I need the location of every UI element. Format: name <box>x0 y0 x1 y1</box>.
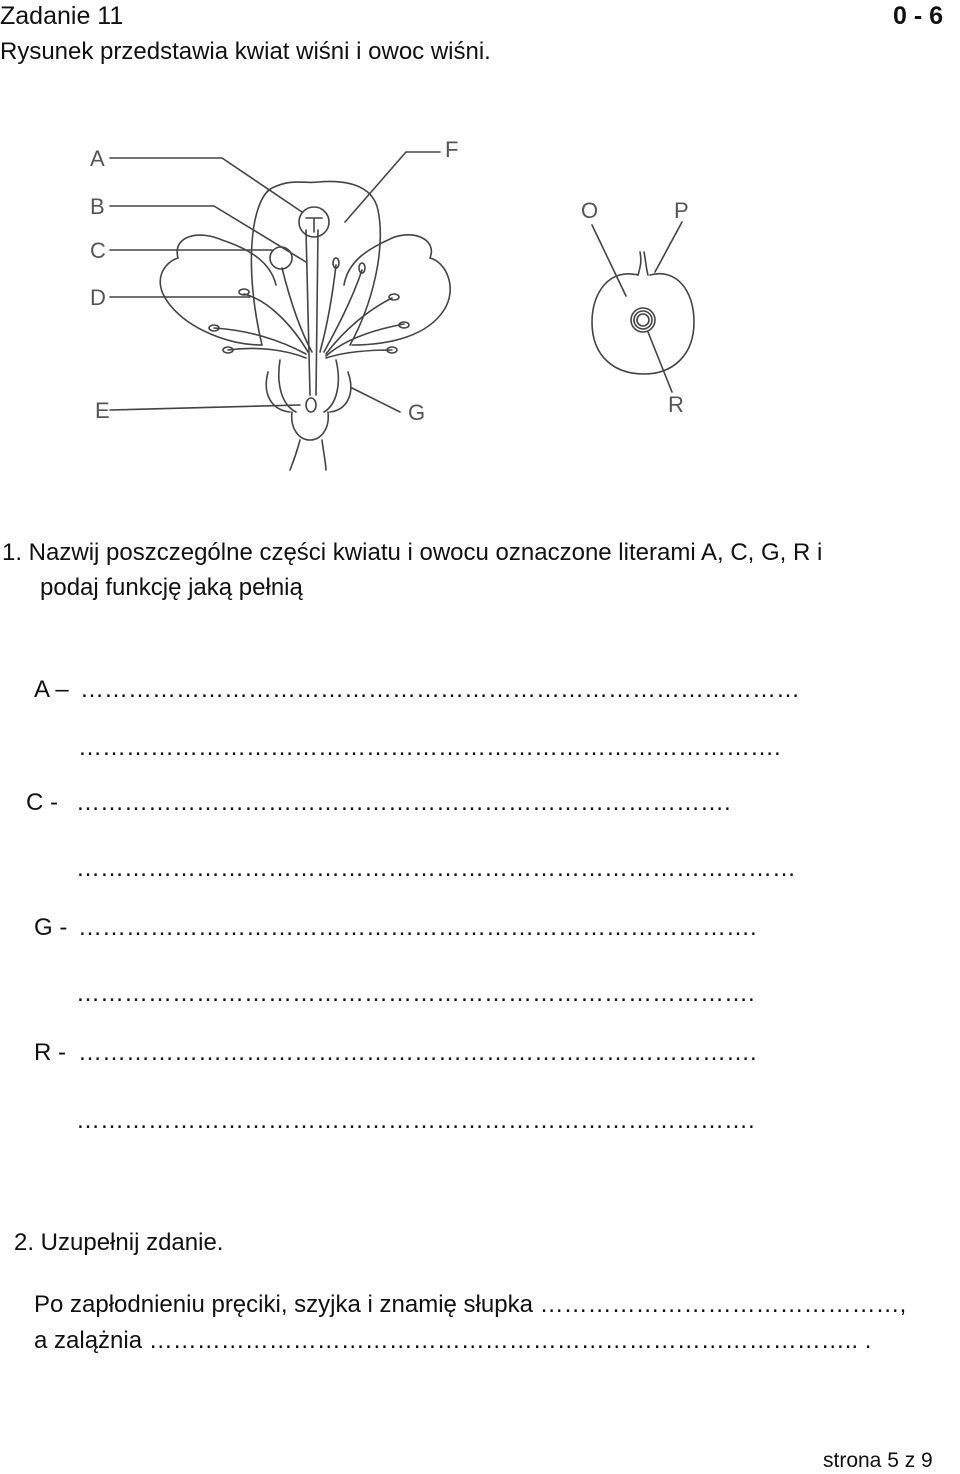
answer-g-prefix: G - <box>34 914 68 941</box>
answer-r-line1[interactable]: …………………………………………………………………………. <box>78 1039 757 1066</box>
ovary <box>306 398 316 412</box>
label-o: O <box>581 198 599 223</box>
question-2-sentence-line2[interactable]: a zalążnia …………………………………………………………………………….. . <box>34 1327 872 1354</box>
anther-circle <box>270 247 292 269</box>
label-r: R <box>668 392 684 417</box>
label-d: D <box>90 285 106 310</box>
answer-a-prefix: A – <box>34 676 69 703</box>
answer-a-line1[interactable]: ……………………………………………………………………………… <box>80 676 800 703</box>
page-number: strona 5 z 9 <box>823 1449 933 1472</box>
answer-r-prefix: R - <box>34 1039 66 1066</box>
question-2-heading: 2. Uzupełnij zdanie. <box>14 1229 224 1256</box>
question-2-sentence-line1[interactable]: Po zapłodnieniu pręciki, szyjka i znamię słupka ………………………………………, <box>34 1291 907 1318</box>
label-g: G <box>408 400 426 425</box>
answer-c-prefix: C - <box>26 789 58 816</box>
label-c: C <box>90 238 106 263</box>
cherry-diagram <box>0 0 960 480</box>
cherry-outline <box>592 274 694 374</box>
label-a: A <box>90 146 105 171</box>
answer-g-line2[interactable]: …………………………………………………………………………. <box>76 980 755 1007</box>
answer-a-line2[interactable]: ……………………………………………………………………………. <box>78 734 781 761</box>
label-p: P <box>674 198 689 223</box>
label-b: B <box>90 194 105 219</box>
task-title: Zadanie 11 <box>0 2 124 30</box>
label-f: F <box>445 137 459 162</box>
answer-c-line1[interactable]: ………………………………………………………………………. <box>76 789 731 816</box>
petal-right <box>344 235 450 345</box>
points-range: 0 - 6 <box>893 2 944 30</box>
answer-c-line2[interactable]: ……………………………………………………………………………… <box>76 855 796 882</box>
answer-g-line1[interactable]: …………………………………………………………………………. <box>78 914 757 941</box>
question-1-line2: podaj funkcję jaką pełnią <box>40 574 303 601</box>
question-1-line1: 1. Nazwij poszczególne części kwiatu i owocu oznaczone literami A, C, G, R i <box>2 539 823 566</box>
intro-text: Rysunek przedstawia kwiat wiśni i owoc wiśni. <box>0 38 491 65</box>
answer-r-line2[interactable]: …………………………………………………………………………. <box>76 1107 755 1134</box>
label-e: E <box>95 398 110 423</box>
